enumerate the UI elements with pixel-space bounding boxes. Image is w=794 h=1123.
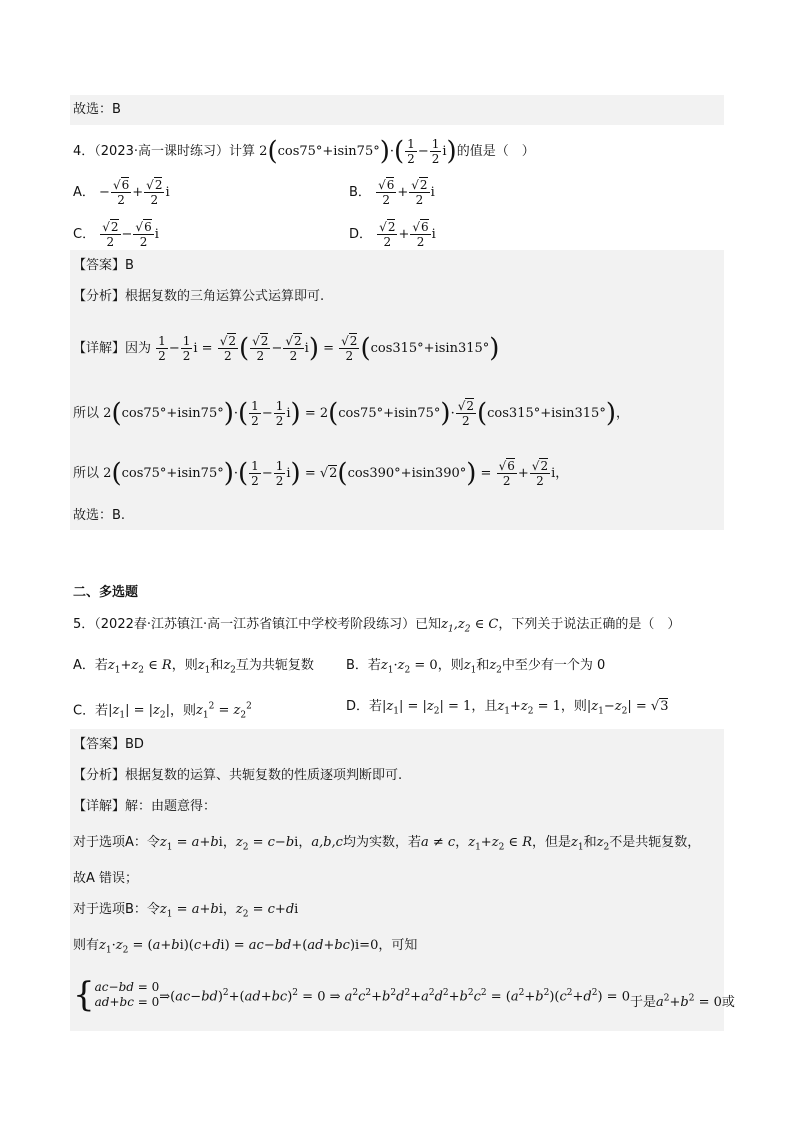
q4-expression: 2(cos75°+isin75°)·( $\frac{1}{2}$ − $\frac{1}{2}$ i) xyxy=(259,136,457,167)
q4-detail-line2: 所以 2(cos75°+isin75°)·( $\frac{1}{2}$ − $\frac{1}{2}$ i) = 2(cos75°+isin75°)· $\frac{√2}{2}$ (cos315°+isin315°)， xyxy=(73,398,629,429)
q3-conclusion: 故选：B xyxy=(73,102,121,117)
q4-number: 4． xyxy=(73,144,95,159)
answer-block-q3 xyxy=(70,95,724,125)
q5-option-b: B．若$z_1\cdot z_2 = 0$，则$z_1$和$z_2$中至少有一个为 0 xyxy=(346,658,606,676)
q4-analysis: 【分析】根据复数的三角运算公式运算即可. xyxy=(73,289,325,304)
q5-option-d: D．若$|z_1| = |z_2| = 1$，且$z_1+z_2 = 1$，则$|z_1-z_2| = √3$ xyxy=(346,699,669,717)
q4-source: （2023·高一课时练习） xyxy=(94,144,229,159)
q4-answer: 【答案】B xyxy=(73,258,134,273)
q5-detail-b3: { ac−bd = 0 ad+bc = 0 $\Rightarrow(ac-bd)^2+(ad+bc)^2 = 0$ ⇒ $a^2c^2+b^2d^2+a^2d^2+b^2c^2 = (a^2+b^2)(c^2+d^2) = 0$ 于是$a^2+b^2 = 0$或 xyxy=(73,975,735,1015)
section-title: 二、多选题 xyxy=(73,585,139,600)
q4-stem-pre: 计算 xyxy=(229,144,256,159)
q5-detail-b2: 则有$z_1\cdot z_2 = (a+bi)(c+di) = ac-bd+(ad+bc)i=0$，可知 xyxy=(73,938,418,956)
q5-detail-a1: 对于选项A：令$z_1 = a+bi$，$z_2 = c-bi$，a,b,c均为实数，若a ≠ c，$z_1+z_2$ ∈ R，但是$z_1$和$z_2$不是共轭复数， xyxy=(73,835,701,853)
q5-detail-intro: 【详解】解：由题意得： xyxy=(73,799,217,814)
q5-option-c: C．若$|z_1| = |z_2|$，则$z_1^2 = z_2^2$ xyxy=(73,702,252,721)
q5-option-a: A．若$z_1+z_2$ ∈ R，则$z_1$和$z_2$互为共轭复数 xyxy=(73,658,314,676)
q5-analysis: 【分析】根据复数的运算、共轭复数的性质逐项判断即可. xyxy=(73,768,403,783)
q4-stem-post: 的值是（ ） xyxy=(456,144,535,159)
q4-detail-line1: 【详解】因为 $\frac{1}{2}$ − $\frac{1}{2}$ i = $\frac{√2}{2}$ ( $\frac{√2}{2}$ − $\frac{√2}{2}$ i) = $\frac{√2}{2}$ (cos315°+isin315°) xyxy=(73,333,500,364)
q4-option-c: C． $\frac{√2}{2}$ − $\frac{√6}{2}$ i xyxy=(73,220,159,249)
q4-option-a: A． − $\frac{√6}{2}$ + $\frac{√2}{2}$ i xyxy=(73,178,170,207)
q5-detail-a2: 故A 错误； xyxy=(73,871,139,886)
q4-conclusion: 故选：B. xyxy=(73,508,126,523)
q5-detail-b1: 对于选项B：令$z_1 = a+bi$，$z_2 = c+di$ xyxy=(73,902,299,920)
q5-stem: 5．（2022春·江苏镇江·高一江苏省镇江中学校考阶段练习）已知$z_1,z_2$ ∈ C，下列关于说法正确的是（ ） xyxy=(73,617,681,635)
q4-stem xyxy=(73,137,535,166)
q5-answer: 【答案】BD xyxy=(73,737,144,752)
q4-option-b: B． $\frac{√6}{2}$ + $\frac{√2}{2}$ i xyxy=(349,178,435,207)
q4-detail-line3: 所以 2(cos75°+isin75°)·( $\frac{1}{2}$ − $\frac{1}{2}$ i) = √2(cos390°+isin390°) = $\frac{√6}{2}$ + $\frac{√2}{2}$ i， xyxy=(73,458,569,489)
q4-option-d: D． $\frac{√2}{2}$ + $\frac{√6}{2}$ i xyxy=(349,220,436,249)
